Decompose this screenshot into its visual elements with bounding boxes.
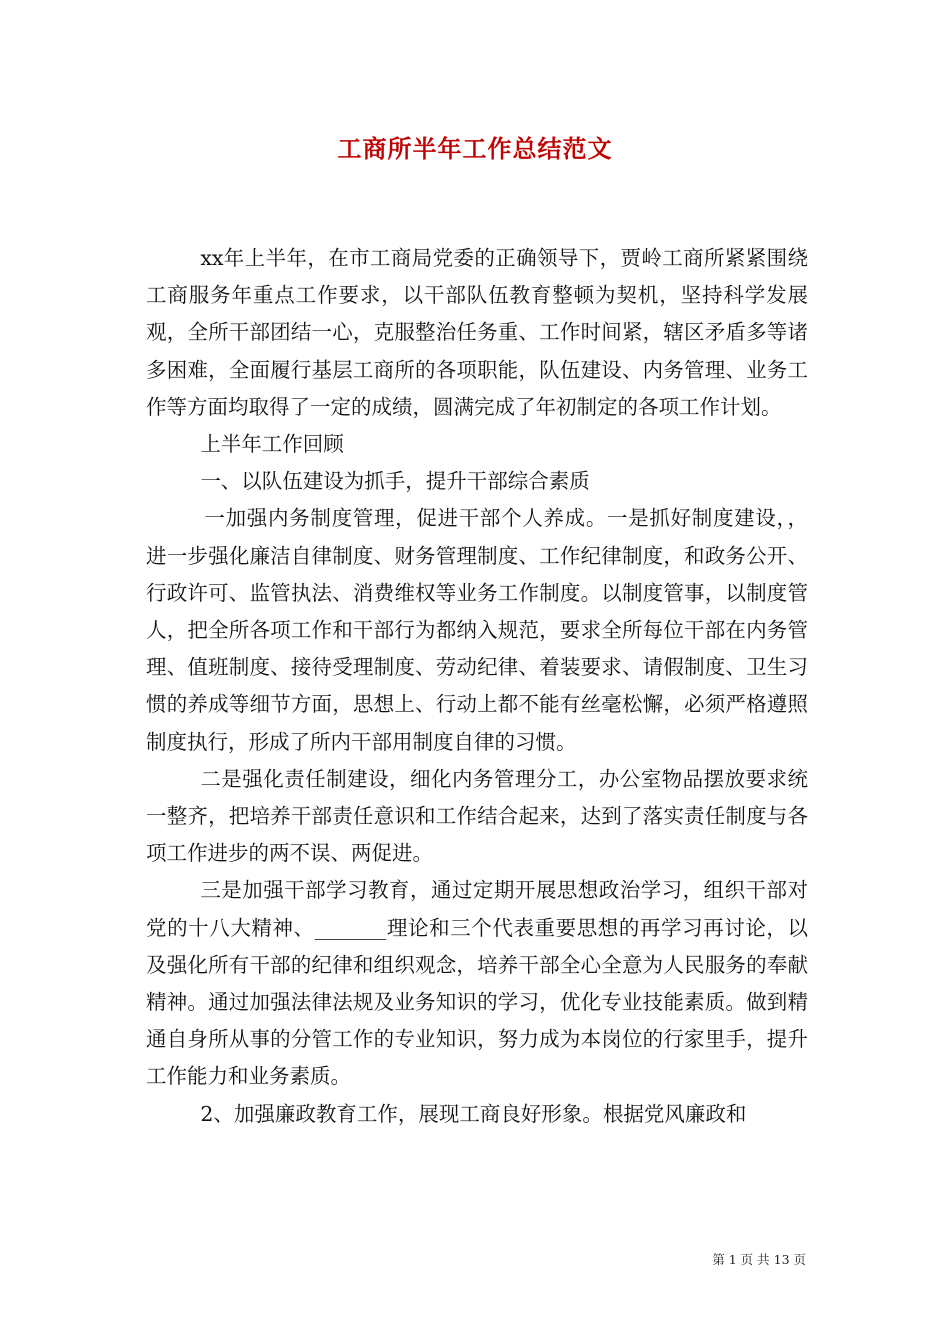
paragraph-integrity-education: 2、加强廉政教育工作，展现工商良好形象。根据党风廉政和: [200, 1101, 747, 1126]
paragraph-intro: xx年上半年，在市工商局党委的正确领导下，贾岭工商所紧紧围绕工商服务年重点工作要求，以干部队伍教育整顿为契机，坚持科学发展观，全所干部团结一心，克服整治任务重、工作时间紧，辖区矛盾多等诸多困难，全面履行基层工商所的各项职能，队伍建设、内务管理、业务工作等方面均取得了一定的成绩，圆满完成了年初制定的各项工作计划。: [146, 246, 808, 419]
paragraph-study-education: 三是加强干部学习教育，通过定期开展思想政治学习，组织干部对党的十八大精神、_______理论和三个代表重要思想的再学习再讨论，以及强化所有干部的纪律和组织观念，培养干部全心全意为人民服务的奉献精神。通过加强法律法规及业务知识的学习，优化专业技能素质。做到精通自身所从事的分管工作的专业知识，努力成为本岗位的行家里手，提升工作能力和业务素质。: [146, 878, 808, 1089]
page-footer: 第 1 页 共 13 页: [712, 1252, 806, 1267]
paragraph-internal-management: 一加强内务制度管理，促进干部个人养成。一是抓好制度建设，，进一步强化廉洁自律制度、财务管理制度、工作纪律制度，和政务公开、行政许可、监管执法、消费维权等业务工作制度。以制度管事，以制度管人，把全所各项工作和干部行为都纳入规范，要求全所每位干部在内务管理、值班制度、接待受理制度、劳动纪律、着装要求、请假制度、卫生习惯的养成等细节方面，思想上、行动上都不能有丝毫松懈，必须严格遵照制度执行，形成了所内干部用制度自律的习惯。: [146, 506, 808, 754]
document-body: [146, 240, 808, 1133]
paragraph-responsibility: 二是强化责任制建设，细化内务管理分工，办公室物品摆放要求统一整齐，把培养干部责任意识和工作结合起来，达到了落实责任制度与各项工作进步的两不误、两促进。: [146, 766, 808, 866]
document-title: 工商所半年工作总结范文: [337, 134, 613, 163]
heading-review: 上半年工作回顾: [200, 432, 344, 457]
heading-section-one: 一、以队伍建设为抓手，提升干部综合素质: [200, 469, 590, 494]
